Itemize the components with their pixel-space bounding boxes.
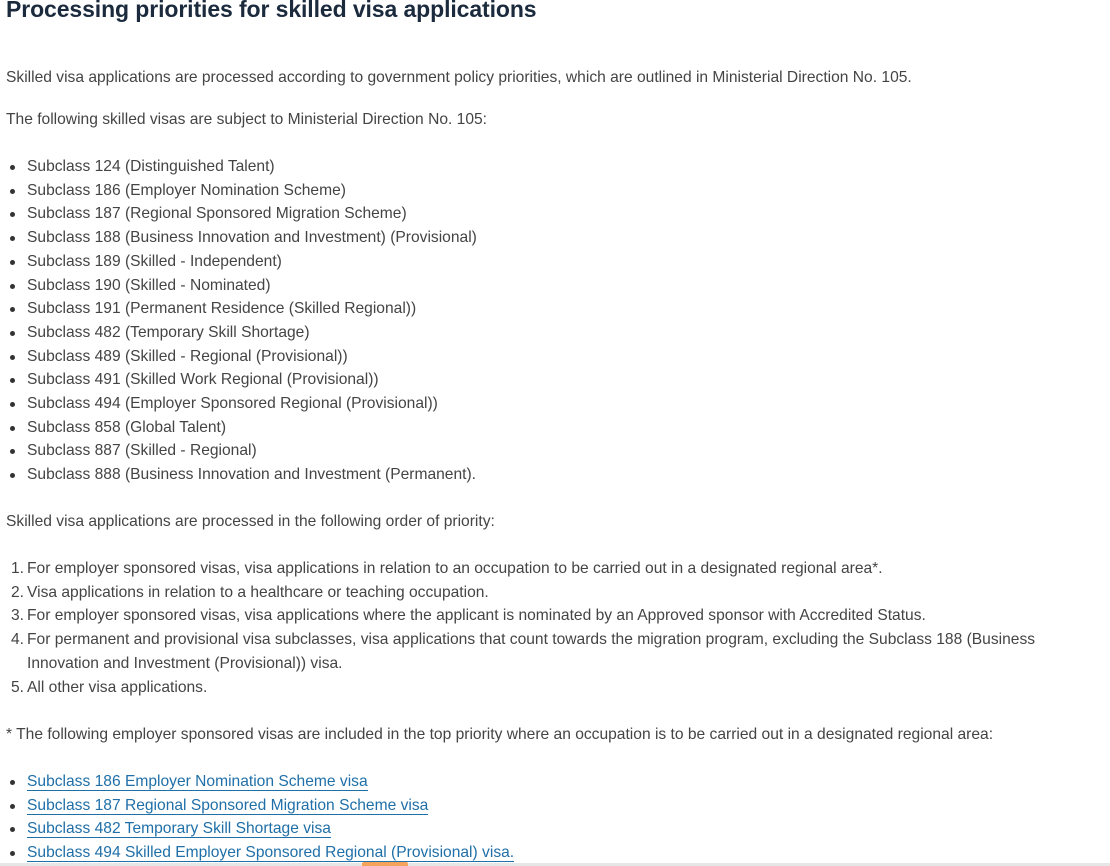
list-item: Subclass 124 (Distinguished Talent) <box>27 155 477 179</box>
priority-text: For employer sponsored visas, visa applications in relation to an occupation to be carried out in a designated regional area*. <box>27 560 883 577</box>
subclass-187-link[interactable]: Subclass 187 Regional Sponsored Migration Scheme visa <box>27 796 429 814</box>
subclass-186-link[interactable]: Subclass 186 Employer Nomination Scheme visa <box>27 773 368 790</box>
page-content <box>6 0 1101 862</box>
feedback-tab[interactable] <box>362 862 408 866</box>
list-item <box>27 817 514 841</box>
priority-number: 1. <box>10 560 24 577</box>
list-item: Subclass 189 (Skilled - Independent) <box>27 250 477 274</box>
list-item: Subclass 494 (Employer Sponsored Regional (Provisional)) <box>27 392 477 416</box>
priority-number: 3. <box>10 607 24 625</box>
intro-paragraph: Skilled visa applications are processed according to government policy priorities, which are outlined in Ministerial Direction No. 105. <box>6 69 912 86</box>
list-item: Subclass 888 (Business Innovation and Investment (Permanent). <box>27 463 477 487</box>
list-item: Subclass 188 (Business Innovation and Investment) (Provisional) <box>27 226 477 250</box>
page-title: Processing priorities for skilled visa applications <box>6 0 537 22</box>
list-item <box>27 841 514 865</box>
priority-item <box>10 628 1107 675</box>
priority-number: 5. <box>10 678 24 696</box>
list-item: Subclass 491 (Skilled Work Regional (Provisional)) <box>27 368 477 392</box>
list-item: Subclass 482 (Temporary Skill Shortage) <box>27 321 477 345</box>
priority-text: For permanent and provisional visa subclasses, visa applications that count towards the migration program, excluding the Subclass 188 (Business Innovation and Investment (Provisional)) visa. <box>27 631 1036 672</box>
priority-number: 4. <box>10 631 24 649</box>
list-item: Subclass 186 (Employer Nomination Scheme) <box>27 179 477 203</box>
priority-number: 2. <box>10 583 24 601</box>
priority-text: All other visa applications. <box>27 678 208 696</box>
priority-item <box>10 604 1107 628</box>
visa-list-intro: The following skilled visas are subject to Ministerial Direction No. 105: <box>6 111 488 128</box>
visa-subclass-list <box>6 155 477 487</box>
list-item: Subclass 887 (Skilled - Regional) <box>27 439 477 463</box>
subclass-482-link[interactable]: Subclass 482 Temporary Skill Shortage visa <box>27 820 331 838</box>
list-item: Subclass 858 (Global Talent) <box>27 416 477 440</box>
priority-intro: Skilled visa applications are processed in the following order of priority: <box>6 513 495 530</box>
regional-note: * The following employer sponsored visas are included in the top priority where an occupation is to be carried out in a designated regional area: <box>6 726 994 743</box>
list-item <box>27 770 514 794</box>
priority-item <box>10 581 1107 605</box>
priority-order-list <box>6 557 1107 699</box>
priority-item <box>10 676 1107 700</box>
list-item: Subclass 191 (Permanent Residence (Skilled Regional)) <box>27 297 477 321</box>
priority-item <box>10 557 1107 581</box>
employer-visa-link-list <box>6 770 514 865</box>
priority-text: Visa applications in relation to a healthcare or teaching occupation. <box>27 583 489 601</box>
subclass-494-link[interactable]: Subclass 494 Skilled Employer Sponsored Regional (Provisional) visa. <box>27 844 515 862</box>
priority-text: For employer sponsored visas, visa applications where the applicant is nominated by an Approved sponsor with Accredited Status. <box>27 607 926 625</box>
list-item <box>27 794 514 818</box>
list-item: Subclass 190 (Skilled - Nominated) <box>27 274 477 298</box>
list-item: Subclass 489 (Skilled - Regional (Provisional)) <box>27 345 477 369</box>
list-item: Subclass 187 (Regional Sponsored Migration Scheme) <box>27 202 477 226</box>
